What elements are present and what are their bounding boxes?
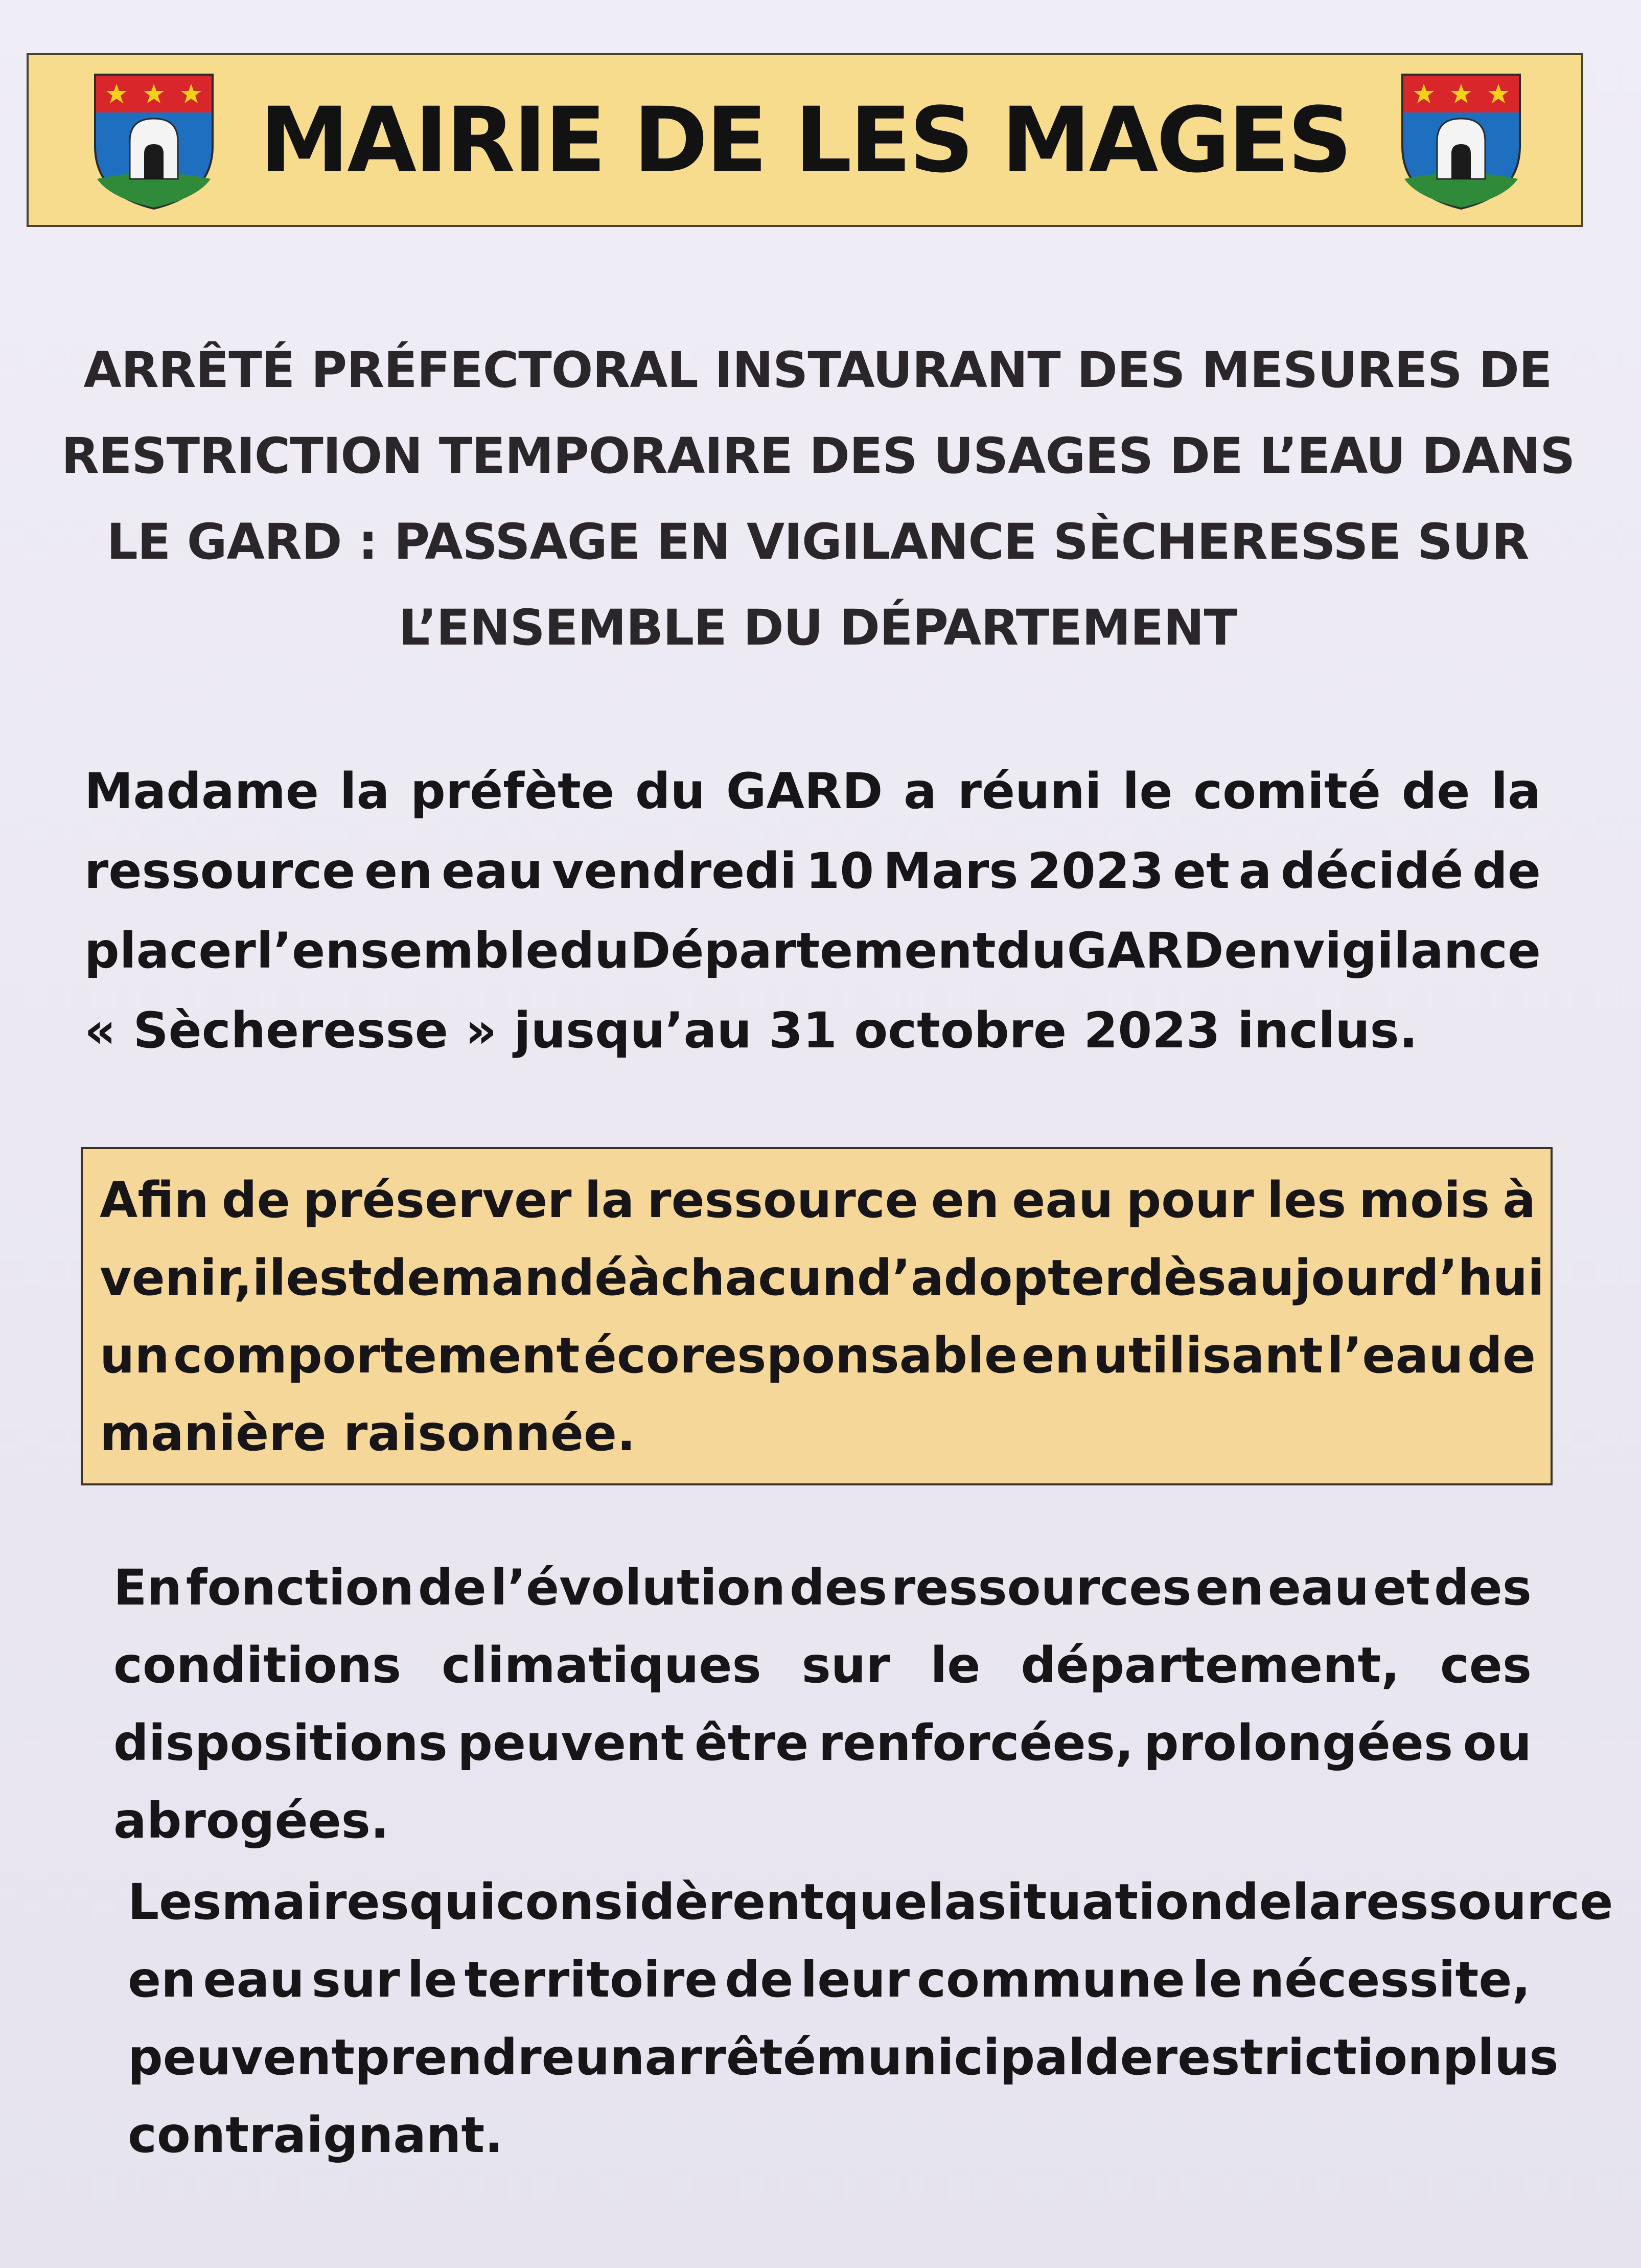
- word: Les: [128, 1873, 222, 1931]
- word: de: [1084, 2029, 1153, 2086]
- word: aujourd’hui: [1226, 1249, 1544, 1307]
- word: prolongées: [1143, 1714, 1453, 1772]
- word: de: [1467, 1327, 1536, 1384]
- word: a: [904, 763, 937, 820]
- word: nécessite,: [1249, 1951, 1531, 2008]
- word: 10: [805, 842, 874, 900]
- coat-of-arms-icon: [1397, 70, 1525, 213]
- paragraph-line: [84, 991, 1541, 1070]
- word: Département: [630, 922, 996, 979]
- word: en: [931, 1172, 1000, 1229]
- word: de: [1401, 763, 1470, 820]
- word: de: [1472, 842, 1541, 900]
- word: et: [1172, 842, 1230, 900]
- word: a: [1238, 842, 1272, 900]
- word: plus: [1442, 2029, 1559, 2086]
- word: sur: [311, 1951, 400, 2008]
- word: Madame: [84, 763, 319, 820]
- word: que: [824, 1873, 928, 1931]
- paragraph-line: [128, 1941, 1531, 2019]
- word: ressource: [84, 842, 356, 900]
- word: renforcées,: [818, 1714, 1134, 1772]
- word: eau: [1012, 1172, 1114, 1229]
- word: la: [927, 1873, 978, 1931]
- word: le: [1192, 1951, 1242, 2008]
- word: préserver: [303, 1172, 572, 1229]
- word: contraignant.: [128, 2106, 503, 2164]
- word: restriction: [1153, 2029, 1443, 2086]
- word: la: [1491, 763, 1541, 820]
- word: dispositions: [113, 1714, 448, 1772]
- word: GARD: [726, 763, 883, 820]
- paragraph-line: [84, 831, 1541, 911]
- paragraph-line: [113, 1549, 1532, 1626]
- word: la: [1292, 1873, 1342, 1931]
- word: pour: [1126, 1172, 1254, 1229]
- word: Afin: [100, 1172, 209, 1229]
- word: En: [113, 1559, 182, 1616]
- word: comité: [1193, 763, 1381, 820]
- word: placer: [84, 922, 256, 979]
- word: peuvent: [128, 2029, 355, 2086]
- word: peuvent: [457, 1714, 685, 1772]
- word: ressources: [891, 1559, 1192, 1616]
- paragraph-line: [113, 1704, 1532, 1782]
- word: en: [1021, 1327, 1090, 1384]
- paragraph-line: [100, 1161, 1536, 1239]
- word: préfète: [410, 763, 615, 820]
- paragraph-line: [100, 1317, 1536, 1394]
- word: maires: [221, 1873, 409, 1931]
- word: considèrent: [496, 1873, 824, 1931]
- word: l’eau: [1327, 1327, 1464, 1384]
- mayors-paragraph: [128, 1863, 1613, 2174]
- word: venir,: [100, 1249, 252, 1307]
- word: eau: [442, 842, 543, 900]
- word: utilisant: [1093, 1327, 1323, 1384]
- word: Mars: [883, 842, 1019, 900]
- word: territoire: [464, 1951, 718, 2008]
- word: du: [996, 922, 1067, 979]
- paragraph-line: [84, 751, 1541, 831]
- paragraph-line: [128, 2019, 1559, 2096]
- word: vendredi: [552, 842, 797, 900]
- word: conditions: [113, 1637, 402, 1694]
- word: des: [1434, 1559, 1532, 1616]
- word: un: [100, 1327, 170, 1384]
- word: arrêté: [644, 2029, 817, 2086]
- word: vigilance: [1292, 922, 1541, 979]
- word: demandé: [372, 1249, 628, 1307]
- coat-of-arms-icon: [90, 70, 218, 213]
- word: commune: [917, 1951, 1185, 2008]
- word: de: [418, 1559, 487, 1616]
- highlight-paragraph: [100, 1161, 1544, 1472]
- word: comportement: [173, 1327, 580, 1384]
- word: fonction: [186, 1559, 414, 1616]
- word: municipal: [816, 2029, 1085, 2086]
- heading-line: RESTRICTION TEMPORAIRE DES USAGES DE L’EAU DANS: [61, 427, 1575, 485]
- word: décidé: [1281, 842, 1464, 900]
- word: du: [635, 763, 705, 820]
- word: un: [574, 2029, 645, 2086]
- heading-line: L’ENSEMBLE DU DÉPARTEMENT: [399, 599, 1237, 656]
- word: et: [1373, 1559, 1430, 1616]
- word: de: [1223, 1873, 1292, 1931]
- paragraph-line: [113, 1626, 1532, 1704]
- word: eau: [203, 1951, 305, 2008]
- paragraph-line: [100, 1239, 1544, 1317]
- word: les: [1266, 1172, 1347, 1229]
- word: ressource: [647, 1172, 918, 1229]
- word: eau: [1267, 1559, 1370, 1616]
- word: chacun: [661, 1249, 857, 1307]
- word: situation: [977, 1873, 1224, 1931]
- word: en: [1224, 922, 1292, 979]
- word: département,: [1021, 1637, 1400, 1694]
- word: prendre: [355, 2029, 575, 2086]
- word: de: [725, 1951, 794, 2008]
- word: l’évolution: [490, 1559, 786, 1616]
- word: en: [128, 1951, 196, 2008]
- word: le: [930, 1637, 981, 1694]
- heading-line: ARRÊTÉ PRÉFECTORAL INSTAURANT DES MESURES DE: [83, 341, 1552, 399]
- word: leur: [800, 1951, 910, 2008]
- word: GARD: [1067, 922, 1224, 979]
- word: le: [407, 1951, 457, 2008]
- word: ressource: [1342, 1873, 1613, 1931]
- word: climatiques: [442, 1637, 761, 1694]
- paragraph-line: [84, 911, 1541, 991]
- word: la: [339, 763, 390, 820]
- word: abrogées.: [113, 1792, 389, 1849]
- word: sur: [801, 1637, 890, 1694]
- word: ou: [1463, 1714, 1532, 1772]
- word: du: [559, 922, 630, 979]
- word: l’ensemble: [256, 922, 559, 979]
- header-banner: [27, 53, 1583, 227]
- word: qui: [409, 1873, 496, 1931]
- word: est: [286, 1249, 372, 1307]
- word: en: [1195, 1559, 1264, 1616]
- paragraph-line: [100, 1394, 1536, 1472]
- word: « Sècheresse » jusqu’au 31 octobre 2023 inclus.: [84, 1002, 1418, 1059]
- word: mois: [1359, 1172, 1490, 1229]
- word: il: [252, 1249, 286, 1307]
- word: en: [364, 842, 433, 900]
- word: être: [694, 1714, 809, 1772]
- paragraph-line: [128, 1863, 1613, 1941]
- paragraph-line: [128, 2096, 1531, 2174]
- word: la: [584, 1172, 635, 1229]
- word: écoresponsable: [583, 1327, 1018, 1384]
- word: d’adopter: [857, 1249, 1129, 1307]
- heading-line: LE GARD : PASSAGE EN VIGILANCE SÈCHERESSE SUR: [106, 513, 1529, 570]
- conditions-paragraph: [113, 1549, 1532, 1860]
- word: des: [789, 1559, 887, 1616]
- announcement-paragraph: [84, 751, 1541, 1070]
- word: de: [221, 1172, 290, 1229]
- word: manière raisonnée.: [100, 1405, 636, 1462]
- word: ces: [1440, 1637, 1532, 1694]
- mairie-title: MAIRIE DE LES MAGES: [259, 87, 1351, 193]
- word: à: [628, 1249, 661, 1307]
- paragraph-line: [113, 1782, 1532, 1860]
- word: dès: [1128, 1249, 1227, 1307]
- word: à: [1503, 1172, 1536, 1229]
- word: réuni: [957, 763, 1102, 820]
- word: 2023: [1027, 842, 1164, 900]
- decree-heading: [61, 327, 1574, 671]
- word: le: [1122, 763, 1173, 820]
